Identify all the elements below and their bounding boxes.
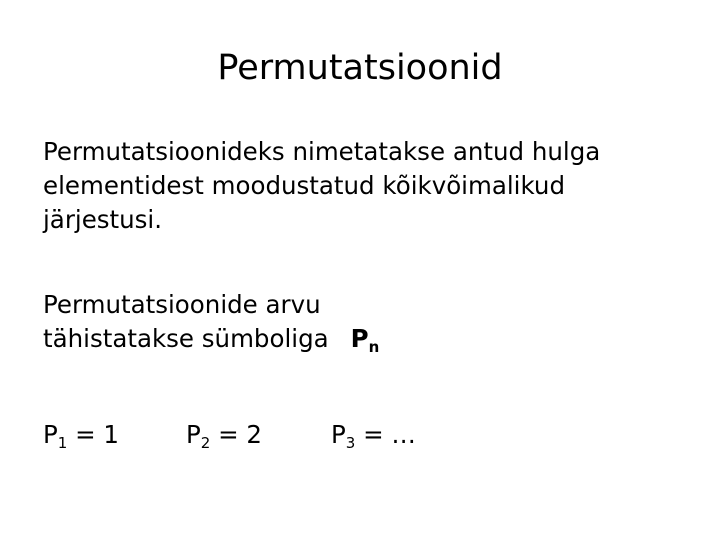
definition-line: järjestusi. [43, 205, 163, 234]
symbol-subscript: n [368, 338, 380, 356]
notation-paragraph [43, 288, 683, 356]
definition-paragraph [43, 135, 683, 237]
formula-letter: P [43, 420, 58, 449]
formula-p1 [43, 420, 120, 452]
formula-subscript: 3 [345, 434, 356, 452]
formula-p2 [186, 420, 263, 452]
formula-rhs: = 2 [210, 420, 263, 449]
formula-letter: P [186, 420, 201, 449]
definition-line: Permutatsioonideks nimetatakse antud hulga [43, 137, 601, 166]
formula-rhs: = 1 [67, 420, 120, 449]
formula-subscript: 2 [200, 434, 211, 452]
formula-p3 [331, 420, 416, 452]
permutation-symbol [350, 324, 380, 356]
formula-rhs: = … [355, 420, 416, 449]
notation-line: Permutatsioonide arvu [43, 290, 321, 319]
formula-subscript: 1 [57, 434, 68, 452]
formula-row [0, 420, 720, 456]
slide-title: Permutatsioonid [217, 48, 503, 88]
formula-letter: P [331, 420, 346, 449]
symbol-letter: P [350, 324, 369, 353]
definition-line: elementidest moodustatud kõikvõimalikud [43, 171, 566, 200]
notation-line: tähistatakse sümboliga [43, 324, 329, 353]
